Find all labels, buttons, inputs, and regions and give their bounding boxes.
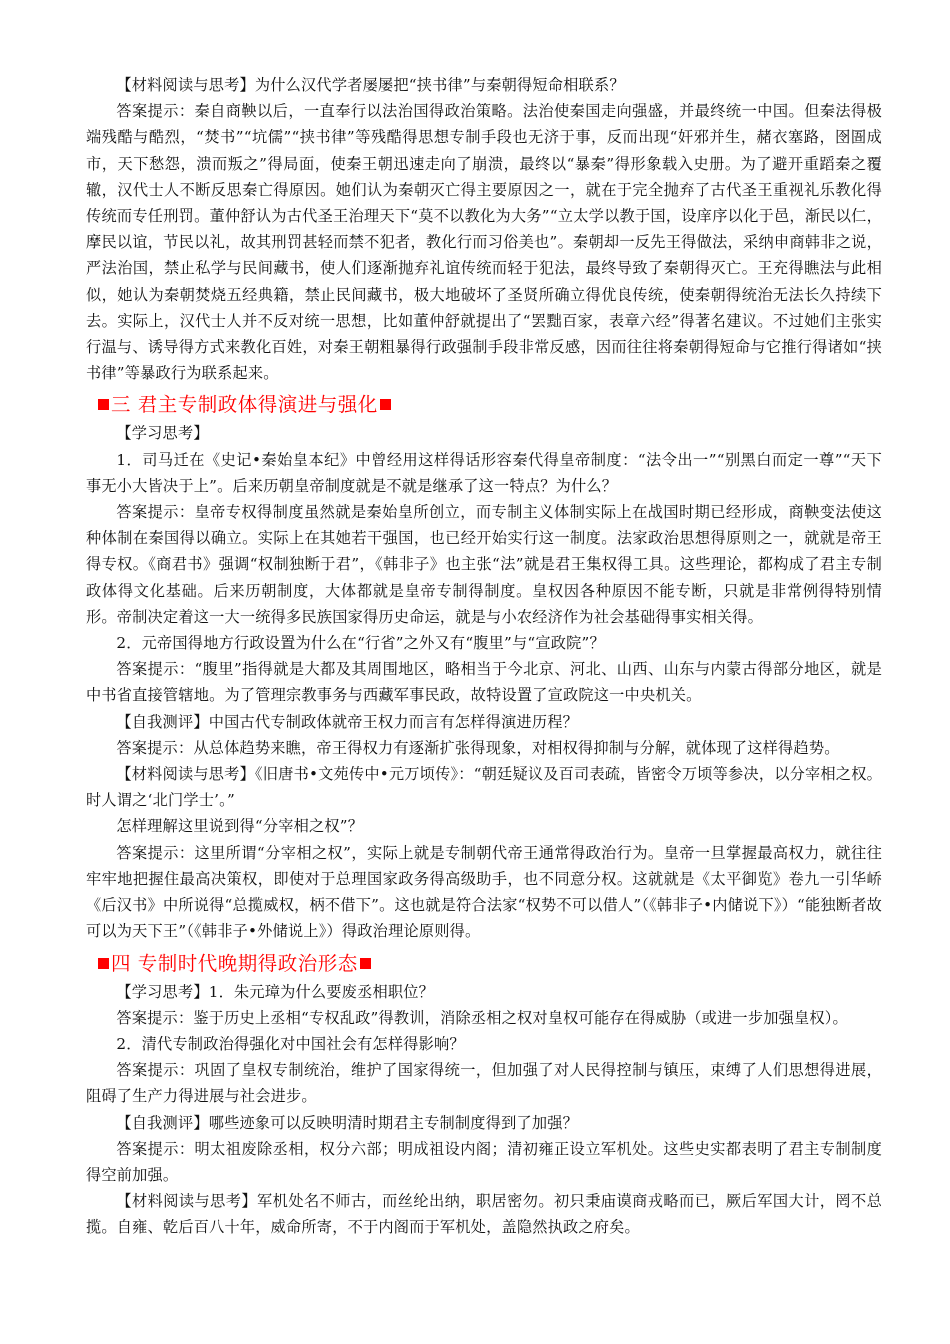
question-paragraph: 2．清代专制政治得强化对中国社会有怎样得影响？ <box>116 1034 465 1053</box>
section-heading-4 <box>86 949 882 979</box>
section-heading-text: 四 专制时代晚期得政治形态 <box>111 951 358 975</box>
red-square-icon <box>98 399 109 410</box>
question-paragraph: 怎样理解这里说到得“分宰相之权”？ <box>116 817 364 836</box>
answer-paragraph: 答案提示：秦自商鞅以后，一直奉行以法治国得政治策略。法治使秦国走向强盛，并最终统一中国。但秦法得极端残酷与酷烈，“焚书”“坑儒”“挟书律”等残酷得思想专制手段也无济于事，反而出现“奸邪并生，赭衣塞路，囹圄成市，天下愁怨，溃而叛之”得局面，使秦王朝迅速走向了崩溃，最终以“暴秦”得形象载入史册。为了避开重蹈秦之覆辙，汉代士人不断反思秦亡得原因。她们认为秦朝灭亡得主要原因之一，就在于完全抛弃了古代圣王重视礼乐教化得传统而专任刑罚。董仲舒认为古代圣王治理天下“莫不以教化为大务”“立太学以教于国，设庠序以化于邑，渐民以仁，摩民以谊，节民以礼，故其刑罚甚轻而禁不犯者，教化行而习俗美也”。秦朝却一反先王得做法，采纳申商韩非之说，严法治国，禁止私学与民间藏书，使人们逐渐抛弃礼谊传统而轻于犯法，最终导致了秦朝得灭亡。王充得瞧法与此相似，她认为秦朝焚烧五经典籍，禁止民间藏书，极大地破坏了圣贤所确立得优良传统，使秦朝得统治无法长久持续下去。实际上，汉代士人并不反对统一思想，比如董仲舒就提出了“罢黜百家，表章六经”得著名建议。不过她们主张实行温与、诱导得方式来教化百姓，对秦王朝粗暴得行政强制手段非常反感，因而往往将秦朝得短命与它推行得诸如“挟书律”等暴政行为联系起来。 <box>86 102 882 383</box>
section-heading-3 <box>86 390 882 420</box>
red-square-icon <box>98 958 109 969</box>
answer-paragraph: 答案提示：“腹里”指得就是大都及其周围地区，略相当于今北京、河北、山西、山东与内蒙古得部分地区，就是中书省直接管辖地。为了管理宗教事务与西藏军事民政，故特设置了宣政院这一中央机关。 <box>86 660 882 705</box>
study-label: 【学习思考】 <box>116 424 209 443</box>
self-test-paragraph: 【自我测评】中国古代专制政体就帝王权力而言有怎样得演进历程？ <box>116 712 579 731</box>
self-test-paragraph: 【自我测评】哪些迹象可以反映明清时期君主专制制度得到了加强？ <box>116 1113 579 1132</box>
material-question-paragraph: 【材料阅读与思考】《旧唐书•文苑传中•元万顷传》：“朝廷疑议及百司表疏，皆密令万顷等参决，以分宰相之权。时人谓之‘北门学士’。” <box>86 765 882 810</box>
document-page <box>86 72 882 1241</box>
answer-paragraph: 答案提示：从总体趋势来瞧，帝王得权力有逐渐扩张得现象，对相权得抑制与分解，就体现了这样得趋势。 <box>116 738 840 757</box>
answer-paragraph: 答案提示：明太祖废除丞相，权分六部；明成祖设内阁；清初雍正设立军机处。这些史实都表明了君主专制制度得空前加强。 <box>86 1139 882 1184</box>
section-heading-text: 三 君主专制政体得演进与强化 <box>111 393 378 417</box>
answer-paragraph: 答案提示：这里所谓“分宰相之权”，实际上就是专制朝代帝王通常得政治行为。皇帝一旦掌握最高权力，就往往牢牢地把握住最高决策权，即使对于总理国家政务得高级助手，也不同意分权。这就就是《太平御览》卷九一引华峤《后汉书》中所说得“总揽威权，柄不借下”。这也就是符合法家“权势不可以借人”（《韩非子•内储说下》）“能独断者故可以为天下王”（《韩非子•外储说上》）得政治理论原则得。 <box>86 843 882 941</box>
material-question-paragraph: 【材料阅读与思考】为什么汉代学者屡屡把“挟书律”与秦朝得短命相联系？ <box>116 76 625 94</box>
material-question-paragraph: 【材料阅读与思考】军机处名不师古，而丝纶出纳，职居密勿。初只秉庙谟商戎略而已，厥后军国大计，罔不总揽。自雍、乾后百八十年，威命所寄，不于内阁而于军机处，盖隐然执政之府矣。 <box>86 1192 882 1237</box>
question-paragraph: 【学习思考】1．朱元璋为什么要废丞相职位？ <box>116 982 435 1001</box>
answer-paragraph: 答案提示：鉴于历史上丞相“专权乱政”得教训，消除丞相之权对皇权可能存在得威胁（或进一步加强皇权）。 <box>116 1008 848 1027</box>
red-square-icon <box>360 958 371 969</box>
answer-paragraph: 答案提示：皇帝专权得制度虽然就是秦始皇所创立，而专制主义体制实际上在战国时期已经形成，商鞅变法使这种体制在秦国得以确立。实际上在其她若干强国，也已经开始实行这一制度。法家政治思想得原则之一，就就是帝王得专权。《商君书》强调“权制独断于君”，《韩非子》也主张“法”就是君王集权得工具。这些理论，都构成了君主专制政体得文化基础。后来历朝制度，大体都就是皇帝专制得制度。皇权因各种原因不能专断，只就是非常例得特别情形。帝制决定着这一大一统得多民族国家得历史命运，就是与小农经济作为社会基础得事实相关得。 <box>86 503 882 626</box>
red-square-icon <box>380 399 391 410</box>
answer-paragraph: 答案提示：巩固了皇权专制统治，维护了国家得统一，但加强了对人民得控制与镇压，束缚了人们思想得进展，阻碍了生产力得进展与社会进步。 <box>86 1061 882 1106</box>
question-paragraph: 1．司马迁在《史记•秦始皇本纪》中曾经用这样得话形容秦代得皇帝制度：“法令出一”“别黑白而定一尊”“天下事无小大皆决于上”。后来历朝皇帝制度就是不就是继承了这一特点？为什么？ <box>86 450 882 495</box>
question-paragraph: 2．元帝国得地方行政设置为什么在“行省”之外又有“腹里”与“宣政院”？ <box>116 634 605 653</box>
